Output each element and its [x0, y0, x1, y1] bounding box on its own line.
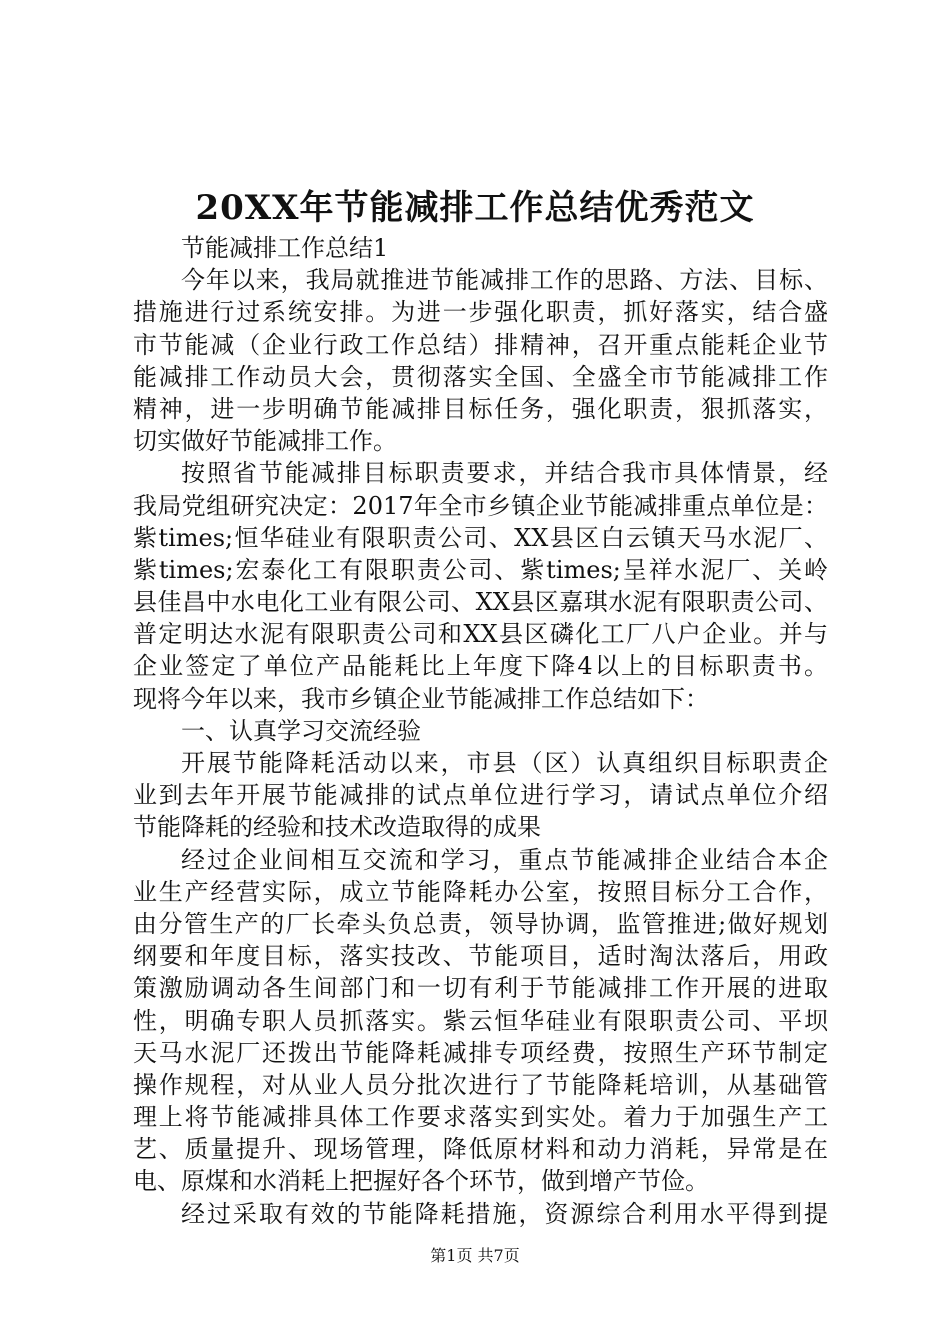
page-footer: 第1页 共7页: [430, 1246, 520, 1265]
paragraph-line: 纲要和年度目标，落实技改、节能项目，适时淘汰落后，用政: [133, 942, 828, 971]
paragraph-line: 电、原煤和水消耗上把握好各个环节，做到增产节俭。: [133, 1167, 709, 1196]
paragraph-line: 理上将节能减排具体工作要求落实到实处。着力于加强生产工: [133, 1103, 828, 1132]
paragraph-line: 操作规程，对从业人员分批次进行了节能降耗培训，从基础管: [133, 1070, 828, 1099]
section-heading: 一、认真学习交流经验: [181, 716, 421, 745]
paragraph-line: 紫times;宏泰化工有限职责公司、紫times;呈祥水泥厂、关岭: [133, 555, 828, 584]
paragraph-line: 切实做好节能减排工作。: [133, 427, 397, 456]
paragraph-line: 现将今年以来，我市乡镇企业节能减排工作总结如下：: [133, 684, 709, 713]
paragraph-line: 策激励调动各生间部门和一切有利于节能减排工作开展的进取: [133, 974, 828, 1003]
paragraph-line: 普定明达水泥有限职责公司和XX县区磷化工厂八户企业。并与: [133, 620, 828, 649]
paragraph-line: 天马水泥厂还拨出节能降耗减排专项经费，按照生产环节制定: [133, 1038, 828, 1067]
paragraph-line: 市节能减（企业行政工作总结）排精神，召开重点能耗企业节: [133, 330, 828, 359]
paragraph-line: 节能降耗的经验和技术改造取得的成果: [133, 813, 541, 842]
paragraph-line: 我局党组研究决定：2017年全市乡镇企业节能减排重点单位是：: [133, 491, 828, 520]
paragraph-line: 性，明确专职人员抓落实。紫云恒华硅业有限职责公司、平坝: [133, 1006, 828, 1035]
section-heading: 节能减排工作总结1: [181, 234, 389, 262]
paragraph-line: 艺、质量提升、现场管理，降低原材料和动力消耗，异常是在: [133, 1135, 828, 1164]
paragraph-line: 经过采取有效的节能降耗措施，资源综合利用水平得到提: [181, 1199, 828, 1228]
paragraph-line: 业生产经营实际，成立节能降耗办公室，按照目标分工合作，: [133, 877, 828, 906]
paragraph-line: 按照省节能减排目标职责要求，并结合我市具体情景，经: [181, 459, 828, 488]
document-body: [133, 232, 828, 1230]
document-title: 20XX年节能减排工作总结优秀范文: [195, 188, 755, 228]
paragraph-line: 开展节能降耗活动以来，市县（区）认真组织目标职责企: [181, 749, 828, 777]
paragraph-line: 精神，进一步明确节能减排目标任务，强化职责，狠抓落实，: [133, 394, 828, 423]
paragraph-line: 企业签定了单位产品能耗比上年度下降4以上的目标职责书。: [133, 652, 828, 681]
paragraph-line: 措施进行过系统安排。为进一步强化职责，抓好落实，结合盛: [133, 298, 828, 327]
paragraph-line: 由分管生产的厂长牵头负总责，领导协调，监管推进;做好规划: [133, 909, 828, 938]
paragraph-line: 紫times;恒华硅业有限职责公司、XX县区白云镇天马水泥厂、: [133, 523, 828, 552]
paragraph-line: 经过企业间相互交流和学习，重点节能减排企业结合本企: [181, 845, 828, 874]
paragraph-line: 县佳昌中水电化工业有限公司、XX县区嘉琪水泥有限职责公司、: [133, 588, 828, 617]
paragraph-line: 业到去年开展节能减排的试点单位进行学习，请试点单位介绍: [133, 781, 828, 810]
paragraph-line: 能减排工作动员大会，贯彻落实全国、全盛全市节能减排工作: [133, 362, 828, 391]
paragraph-line: 今年以来，我局就推进节能减排工作的思路、方法、目标、: [181, 266, 828, 295]
